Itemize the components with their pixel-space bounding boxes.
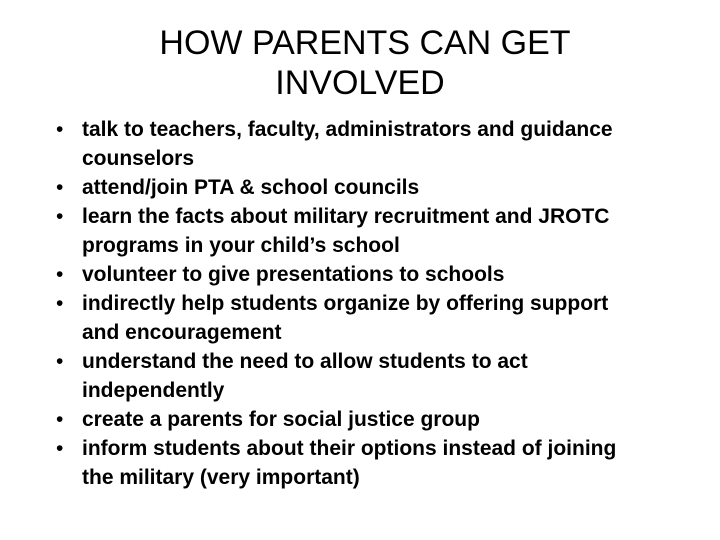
bullet-item [56, 289, 626, 347]
bullet-item [56, 173, 626, 202]
bullet-text: create a parents for social justice group [82, 408, 480, 431]
bullet-dot-icon: • [56, 205, 64, 228]
bullet-text: inform students about their options instead of joining the military (very important) [82, 437, 617, 489]
bullet-list [56, 115, 626, 492]
bullet-item [56, 202, 626, 260]
bullet-text: talk to teachers, faculty, administrators and guidance counselors [82, 118, 613, 170]
bullet-item [56, 405, 626, 434]
bullet-dot-icon: • [56, 437, 64, 460]
bullet-dot-icon: • [56, 292, 64, 315]
bullet-item [56, 434, 626, 492]
bullet-item [56, 347, 626, 405]
bullet-text: understand the need to allow students to act independently [82, 350, 528, 402]
bullet-dot-icon: • [56, 263, 64, 286]
bullet-dot-icon: • [56, 176, 64, 199]
bullet-text: learn the facts about military recruitment and JROTC programs in your child’s school [82, 205, 610, 257]
bullet-dot-icon: • [56, 118, 64, 141]
slide-title-line-1: HOW PARENTS CAN GET [159, 24, 571, 62]
bullet-text: indirectly help students organize by offering support and encouragement [82, 292, 609, 344]
bullet-item [56, 260, 626, 289]
slide-title-line-2: INVOLVED [275, 64, 445, 102]
bullet-dot-icon: • [56, 408, 64, 431]
bullet-text: attend/join PTA & school councils [82, 176, 420, 199]
bullet-dot-icon: • [56, 350, 64, 373]
slide-title [0, 23, 720, 103]
bullet-text: volunteer to give presentations to schools [82, 263, 505, 286]
bullet-item [56, 115, 626, 173]
